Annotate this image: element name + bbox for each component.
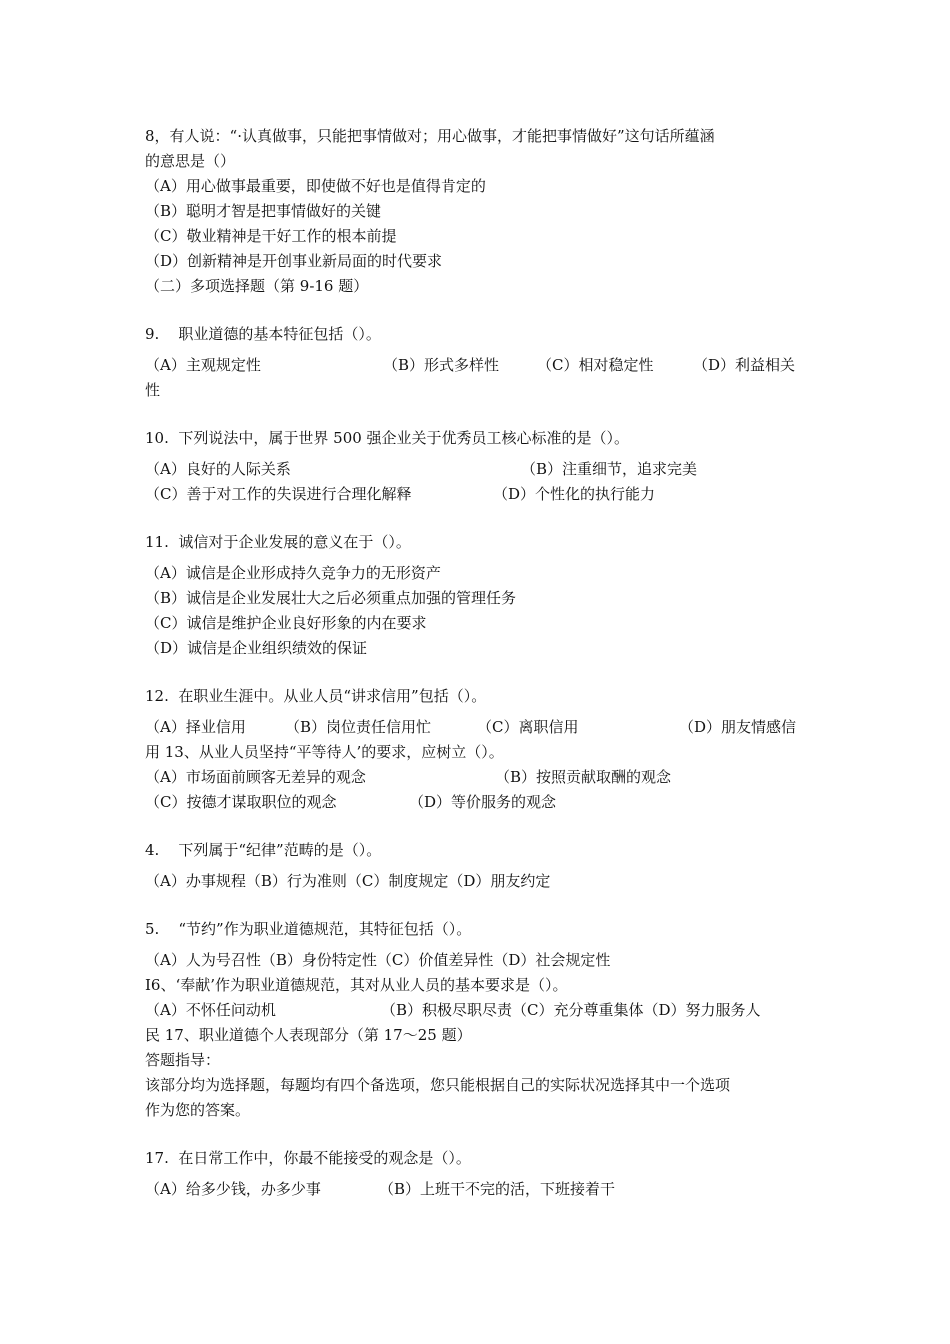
q12-option-a: （A）择业信用 [145,718,246,736]
q17-options-row [145,1177,809,1202]
q16-options-rest: （B）积极尽职尽责（C）充分尊重集体（D）努力服务人 [381,1001,761,1019]
guide-line2: 作为您的答案。 [145,1101,251,1119]
q16-continued-section-heading: 民 17、职业道德个人表现部分（第 17～25 题） [145,1026,472,1044]
q11-stem: 11. 诚信对于企业发展的意义在于（）。 [145,533,411,551]
q8-stem-line2: 的意思是（） [145,152,236,170]
q10-option-c: （C）善于对工作的失误进行合理化解释 [145,485,412,503]
q12-option-b: （B）岗位责任信用忙 [285,718,432,736]
q8-option-c: （C）敬业精神是干好工作的根本前提 [145,227,397,245]
q12-stem: 12. 在职业生涯中。从业人员“讲求信用”包括（）。 [145,687,487,705]
q9-option-d: （D）利益相关 [693,356,796,374]
q10-stem: 10. 下列说法中，属于世界 500 强企业关于优秀员工核心标准的是（）。 [145,429,630,447]
q9-options-row [145,353,809,378]
q10-option-b: （B）注重细节，追求完美 [521,460,698,478]
q5-stem: 5. “节约”作为职业道德规范，其特征包括（）。 [145,920,472,938]
q4-options: （A）办事规程（B）行为准则（C）制度规定（D）朋友约定 [145,872,551,890]
guide-title: 答题指导： [145,1051,221,1069]
q9-option-c: （C）相对稳定性 [537,356,654,374]
q17-stem: 17. 在日常工作中，你最不能接受的观念是（）。 [145,1149,471,1167]
q8-option-a: （A）用心做事最重要，即使做不好也是值得肯定的 [145,177,486,195]
q13-option-c: （C）按德才谋取职位的观念 [145,793,337,811]
q10-options-row1 [145,457,809,482]
q16-options-row [145,998,809,1023]
q13-options-row1 [145,765,809,790]
q16-option-a: （A）不怀任问动机 [145,1001,276,1019]
q12-option-d: （D）朋友情感信 [679,718,797,736]
q17-option-b: （B）上班干不完的活，下班接着干 [379,1180,616,1198]
q4-stem: 4. 下列属于“纪律”范畴的是（）。 [145,841,382,859]
q9-option-b: （B）形式多样性 [383,356,500,374]
q11-option-b: （B）诚信是企业发展壮大之后必须重点加强的管理任务 [145,589,517,607]
q12-option-c: （C）离职信用 [477,718,579,736]
q12-continued-q13-stem: 用 13、从业人员坚持“平等待人’的要求，应树立（）。 [145,743,504,761]
q13-option-a: （A）市场面前顾客无差异的观念 [145,768,366,786]
q8-option-b: （B）聪明才智是把事情做好的关键 [145,202,382,220]
q10-options-row2 [145,482,809,507]
section-heading-multiple-choice: （二）多项选择题（第 9-16 题） [145,277,369,295]
q13-options-row2 [145,790,809,815]
q11-option-d: （D）诚信是企业组织绩效的保证 [145,639,368,657]
q10-option-a: （A）良好的人际关系 [145,460,291,478]
guide-line1: 该部分均为选择题，每题均有四个备选项，您只能根据自己的实际状况选择其中一个选项 [145,1076,731,1094]
q16-stem: I6、‘奉献’作为职业道德规范，其对从业人员的基本要求是（）。 [145,976,568,994]
q8-stem-line1: 8，有人说：“·认真做事，只能把事情做对；用心做事，才能把事情做好”这句话所蕴涵 [145,127,715,145]
q17-option-a: （A）给多少钱，办多少事 [145,1180,321,1198]
q11-option-c: （C）诚信是维护企业良好形象的内在要求 [145,614,427,632]
q5-options: （A）人为号召性（B）身份特定性（C）价值差异性（D）社会规定性 [145,951,611,969]
q8-option-d: （D）创新精神是开创事业新局面的时代要求 [145,252,443,270]
q12-options-row [145,715,809,740]
q11-option-a: （A）诚信是企业形成持久竞争力的无形资产 [145,564,441,582]
document-body [145,124,809,1202]
q9-stem: 9. 职业道德的基本特征包括（）。 [145,325,381,343]
q13-option-b: （B）按照贡献取酬的观念 [495,768,672,786]
q10-option-d: （D）个性化的执行能力 [493,485,656,503]
q9-option-a: （A）主观规定性 [145,356,261,374]
q9-option-d-continued: 性 [145,381,161,399]
q13-option-d: （D）等价服务的观念 [409,793,557,811]
